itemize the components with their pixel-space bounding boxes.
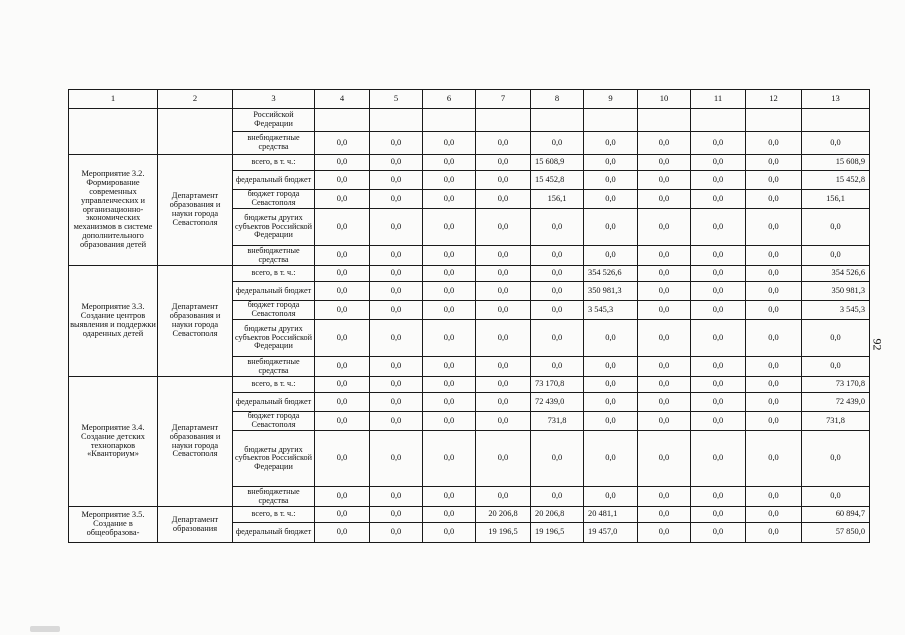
value-cell [584,109,638,132]
value-cell: 0,0 [691,393,746,412]
table-row [69,266,870,282]
value-cell: 0,0 [802,431,870,487]
value-cell: 0,0 [423,171,476,190]
value-cell: 0,0 [476,155,531,171]
value-cell: 0,0 [370,487,423,507]
value-cell: 0,0 [370,393,423,412]
column-header: 10 [638,90,691,109]
value-cell: 0,0 [638,190,691,209]
value-cell: 3 545,3 [584,301,638,320]
value-cell: 0,0 [746,266,802,282]
value-cell: 0,0 [315,155,370,171]
value-cell: 0,0 [746,190,802,209]
value-cell: 0,0 [802,209,870,246]
value-cell: 0,0 [638,155,691,171]
funding-source-cell: внебюджетные средства [233,487,315,507]
value-cell [802,109,870,132]
value-cell: 0,0 [691,507,746,523]
value-cell: 0,0 [802,487,870,507]
value-cell: 0,0 [423,266,476,282]
value-cell: 0,0 [315,301,370,320]
value-cell: 72 439,0 [531,393,584,412]
value-cell: 20 481,1 [584,507,638,523]
value-cell: 15 608,9 [531,155,584,171]
column-header: 5 [370,90,423,109]
value-cell: 72 439,0 [802,393,870,412]
value-cell: 0,0 [423,431,476,487]
table-row [69,155,870,171]
column-header: 4 [315,90,370,109]
value-cell: 0,0 [584,246,638,266]
value-cell: 0,0 [370,209,423,246]
value-cell: 0,0 [746,209,802,246]
value-cell: 0,0 [531,431,584,487]
value-cell: 0,0 [476,171,531,190]
value-cell: 0,0 [531,320,584,357]
value-cell: 0,0 [370,320,423,357]
value-cell: 0,0 [691,132,746,155]
value-cell: 0,0 [746,393,802,412]
value-cell [476,109,531,132]
value-cell: 0,0 [315,171,370,190]
value-cell: 0,0 [691,431,746,487]
value-cell: 0,0 [746,523,802,543]
value-cell: 19 457,0 [584,523,638,543]
column-header: 13 [802,90,870,109]
value-cell: 0,0 [691,523,746,543]
value-cell: 73 170,8 [802,377,870,393]
value-cell: 0,0 [638,487,691,507]
value-cell: 0,0 [584,393,638,412]
value-cell: 350 981,3 [802,282,870,301]
value-cell: 0,0 [370,132,423,155]
value-cell: 0,0 [476,246,531,266]
value-cell: 0,0 [746,155,802,171]
funding-source-cell: бюджеты других субъектов Российской Федерации [233,209,315,246]
value-cell: 0,0 [531,282,584,301]
value-cell: 731,8 [531,412,584,431]
funding-source-cell: федеральный бюджет [233,523,315,543]
value-cell: 0,0 [315,412,370,431]
value-cell: 19 196,5 [531,523,584,543]
value-cell: 20 206,8 [476,507,531,523]
value-cell: 354 526,6 [802,266,870,282]
funding-source-cell: всего, в т. ч.: [233,507,315,523]
value-cell: 0,0 [746,282,802,301]
value-cell: 0,0 [638,132,691,155]
value-cell: 0,0 [370,246,423,266]
column-header: 11 [691,90,746,109]
value-cell: 350 981,3 [584,282,638,301]
header-row [69,90,870,109]
event-cell: Мероприятие 3.2. Формирование современных управленческих и организационно-экономических механизмов в системе дополнительного образования детей [69,155,158,266]
value-cell: 0,0 [584,431,638,487]
funding-source-cell: федеральный бюджет [233,393,315,412]
value-cell: 0,0 [423,320,476,357]
value-cell: 0,0 [315,507,370,523]
value-cell: 0,0 [691,209,746,246]
funding-source-cell: всего, в т. ч.: [233,266,315,282]
value-cell: 3 545,3 [802,301,870,320]
budget-table [68,89,870,543]
value-cell: 0,0 [423,209,476,246]
value-cell: 0,0 [315,246,370,266]
value-cell: 0,0 [746,320,802,357]
department-cell: Департамент образования и науки города Севастополя [158,155,233,266]
column-header: 7 [476,90,531,109]
value-cell: 0,0 [476,487,531,507]
value-cell: 0,0 [423,282,476,301]
value-cell: 0,0 [476,377,531,393]
value-cell: 0,0 [584,320,638,357]
event-cell [69,109,158,155]
value-cell: 0,0 [691,155,746,171]
value-cell: 0,0 [746,132,802,155]
value-cell: 0,0 [423,357,476,377]
department-cell: Департамент образования [158,507,233,543]
value-cell: 0,0 [476,282,531,301]
value-cell: 0,0 [315,523,370,543]
value-cell: 0,0 [802,246,870,266]
funding-source-cell: бюджет города Севастополя [233,412,315,431]
value-cell: 0,0 [691,266,746,282]
value-cell: 156,1 [531,190,584,209]
department-cell: Департамент образования и науки города Севастополя [158,377,233,507]
value-cell: 0,0 [691,377,746,393]
value-cell: 0,0 [370,190,423,209]
value-cell: 0,0 [531,246,584,266]
value-cell: 19 196,5 [476,523,531,543]
column-header: 3 [233,90,315,109]
value-cell: 0,0 [315,282,370,301]
value-cell: 0,0 [746,431,802,487]
value-cell: 0,0 [584,171,638,190]
value-cell: 0,0 [584,357,638,377]
table-row [69,109,870,132]
value-cell: 0,0 [691,487,746,507]
value-cell: 0,0 [370,523,423,543]
value-cell: 0,0 [315,431,370,487]
value-cell: 0,0 [584,487,638,507]
value-cell: 60 894,7 [802,507,870,523]
column-header: 8 [531,90,584,109]
value-cell: 0,0 [476,266,531,282]
value-cell: 0,0 [531,357,584,377]
funding-source-cell: бюджеты других субъектов Российской Федерации [233,320,315,357]
value-cell: 0,0 [370,282,423,301]
value-cell: 0,0 [423,523,476,543]
value-cell: 0,0 [746,357,802,377]
column-header: 1 [69,90,158,109]
column-header: 2 [158,90,233,109]
event-cell: Мероприятие 3.4. Создание детских технопарков «Кванториум» [69,377,158,507]
value-cell: 0,0 [423,246,476,266]
page-number: 92 [870,338,885,351]
value-cell: 0,0 [746,246,802,266]
value-cell: 20 206,8 [531,507,584,523]
value-cell: 0,0 [315,377,370,393]
value-cell: 57 850,0 [802,523,870,543]
value-cell: 156,1 [802,190,870,209]
funding-source-cell: всего, в т. ч.: [233,377,315,393]
value-cell: 0,0 [315,209,370,246]
scan-artifact [30,626,60,632]
value-cell: 0,0 [531,487,584,507]
value-cell: 0,0 [584,132,638,155]
value-cell: 0,0 [691,246,746,266]
value-cell: 0,0 [476,209,531,246]
value-cell: 0,0 [531,132,584,155]
value-cell: 0,0 [584,155,638,171]
value-cell: 0,0 [584,412,638,431]
value-cell: 0,0 [531,209,584,246]
value-cell: 0,0 [584,190,638,209]
value-cell: 0,0 [638,282,691,301]
value-cell: 0,0 [476,431,531,487]
value-cell: 0,0 [802,357,870,377]
value-cell: 354 526,6 [584,266,638,282]
value-cell: 0,0 [315,357,370,377]
value-cell: 0,0 [423,393,476,412]
value-cell: 0,0 [370,412,423,431]
value-cell: 0,0 [638,412,691,431]
value-cell: 0,0 [531,301,584,320]
value-cell [423,109,476,132]
value-cell: 0,0 [638,246,691,266]
value-cell: 15 608,9 [802,155,870,171]
funding-source-cell: бюджет города Севастополя [233,190,315,209]
funding-source-cell: всего, в т. ч.: [233,155,315,171]
value-cell: 0,0 [802,132,870,155]
value-cell: 0,0 [370,357,423,377]
value-cell [315,109,370,132]
funding-source-cell: внебюджетные средства [233,357,315,377]
value-cell: 0,0 [370,266,423,282]
value-cell: 0,0 [746,487,802,507]
value-cell: 0,0 [315,266,370,282]
value-cell: 0,0 [638,266,691,282]
value-cell: 0,0 [691,357,746,377]
event-cell: Мероприятие 3.3. Создание центров выявления и поддержки одаренных детей [69,266,158,377]
value-cell: 0,0 [476,132,531,155]
value-cell: 0,0 [370,155,423,171]
funding-source-cell: внебюджетные средства [233,246,315,266]
table-row [69,377,870,393]
value-cell: 0,0 [423,132,476,155]
value-cell: 0,0 [423,190,476,209]
value-cell: 0,0 [476,357,531,377]
value-cell: 0,0 [691,282,746,301]
value-cell: 0,0 [476,301,531,320]
value-cell [746,109,802,132]
value-cell: 15 452,8 [802,171,870,190]
value-cell: 0,0 [691,171,746,190]
value-cell: 0,0 [476,190,531,209]
department-cell [158,109,233,155]
table-row [69,507,870,523]
value-cell: 0,0 [370,377,423,393]
value-cell: 0,0 [638,507,691,523]
value-cell: 0,0 [531,266,584,282]
value-cell [531,109,584,132]
column-header: 9 [584,90,638,109]
value-cell: 0,0 [476,412,531,431]
value-cell [691,109,746,132]
funding-source-cell: внебюджетные средства [233,132,315,155]
value-cell: 0,0 [802,320,870,357]
funding-source-cell: бюджеты других субъектов Российской Федерации [233,431,315,487]
value-cell: 0,0 [423,412,476,431]
value-cell: 0,0 [315,190,370,209]
value-cell: 0,0 [370,431,423,487]
value-cell: 0,0 [746,171,802,190]
value-cell: 0,0 [423,487,476,507]
value-cell: 0,0 [638,357,691,377]
value-cell: 15 452,8 [531,171,584,190]
value-cell: 0,0 [638,393,691,412]
value-cell: 0,0 [315,487,370,507]
value-cell: 731,8 [802,412,870,431]
value-cell: 73 170,8 [531,377,584,393]
value-cell: 0,0 [691,190,746,209]
funding-source-cell: федеральный бюджет [233,171,315,190]
department-cell: Департамент образования и науки города Севастополя [158,266,233,377]
value-cell: 0,0 [423,301,476,320]
value-cell: 0,0 [638,320,691,357]
funding-source-cell: Российской Федерации [233,109,315,132]
value-cell: 0,0 [691,412,746,431]
value-cell: 0,0 [315,320,370,357]
value-cell: 0,0 [638,431,691,487]
value-cell: 0,0 [423,155,476,171]
value-cell [370,109,423,132]
column-header: 6 [423,90,476,109]
column-header: 12 [746,90,802,109]
value-cell: 0,0 [584,209,638,246]
value-cell: 0,0 [746,301,802,320]
value-cell: 0,0 [638,523,691,543]
value-cell: 0,0 [370,507,423,523]
value-cell: 0,0 [370,171,423,190]
value-cell: 0,0 [315,132,370,155]
value-cell: 0,0 [476,393,531,412]
value-cell: 0,0 [423,377,476,393]
value-cell: 0,0 [315,393,370,412]
value-cell: 0,0 [691,301,746,320]
funding-source-cell: бюджет города Севастополя [233,301,315,320]
value-cell [638,109,691,132]
value-cell: 0,0 [746,377,802,393]
event-cell: Мероприятие 3.5. Создание в общеобразова- [69,507,158,543]
value-cell: 0,0 [746,507,802,523]
value-cell: 0,0 [638,377,691,393]
value-cell: 0,0 [423,507,476,523]
value-cell: 0,0 [691,320,746,357]
value-cell: 0,0 [476,320,531,357]
value-cell: 0,0 [638,301,691,320]
value-cell: 0,0 [638,209,691,246]
value-cell: 0,0 [638,171,691,190]
value-cell: 0,0 [370,301,423,320]
funding-source-cell: федеральный бюджет [233,282,315,301]
value-cell: 0,0 [584,377,638,393]
value-cell: 0,0 [746,412,802,431]
